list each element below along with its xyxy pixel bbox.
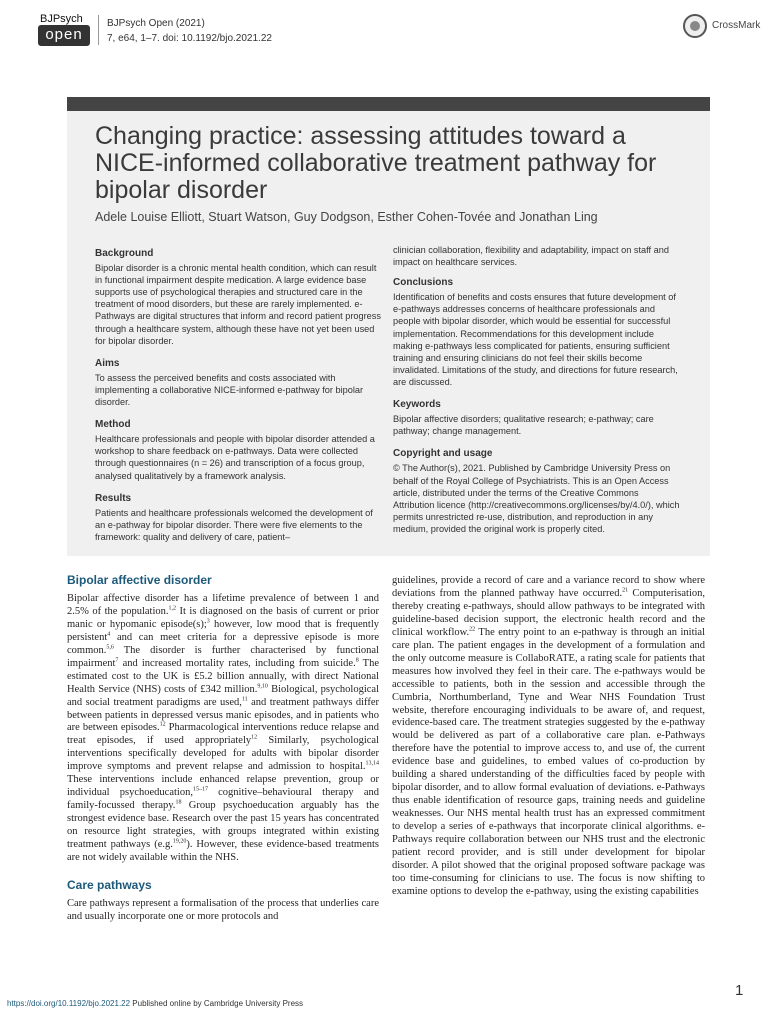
article-title: Changing practice: assessing attitudes toward a NICE-informed collaborative treatment pathway for bipolar disorder	[95, 122, 657, 204]
paragraph-e-pathways: guidelines, provide a record of care and a variance record to show where deviations from the planned pathway have occurred.$^{21}$ Computerisation, thereby creating e-pathways, should allow pathways to be integrated with guideline-based decision support, the electronic health record and the clinical workflow.$^{22}$ The entry point to an e-pathway is through an initial care plan. The patient engages in the development of a formulation and the only outcome measure is CollaboRATE, a rating scale for patients that measures how involved they feel in their care. The e-pathways would be accessible to patients, both in the session and accessible through the Cumbria, Northumberland, Tyne and Wear NHS Foundation Trust website, therefore encouraging individuals to be aware of, and request, evidence-based care. The treatment strategies suggested by the e-pathway would be delivered as part of a collaborative care plan. e-Pathways therefore have the potential to improve access to, and use of, the current evidence base and guidelines, to embed values of co-production by building a shared understanding of the difficulties faced by people with bipolar disorder, and to allow formal evaluation of deviations. e-Pathways thus enable identification of resource gaps, training needs and guideline weaknesses. Our NHS mental health trust has an expressed commitment to develop a series of e-pathways that incorporate clinical algorithms. e-Pathways require collaboration between our NHS trust and the electronic patient record provider, and is still under development for bipolar disorder. A pilot showed that the original proposed software package was too time-consuming for clinicians to use. The focus is now shifting to examine options to develop the e-pathway, using the existing capabilities	[392, 575, 705, 897]
journal-info	[107, 16, 272, 46]
citation: 12	[251, 734, 258, 741]
citation: 3	[206, 618, 210, 625]
paragraph-bipolar: Bipolar affective disorder has a lifetime prevalence of between 1 and 2.5% of the population.$^{1,2}$ It is diagnosed on the basis of current or prior manic or hypomanic episode(s);$^3$ however, low mood that is frequently persistent$^4$ and can meet criteria for a depressive episode is more common.$^{5,6}$ The disorder is further characterised by functional impairment$^7$ and increased mortality rates, including from suicide.$^8$ The estimated cost to the UK is £5.2 billion annually, with direct National Health Service (NHS) costs of £342 million.$^{9,10}$ Biological, psychological and social treatment paradigms are used,$^{11}$ and treatment pathways differ between patients in depressed versus manic episodes, and in patients who are between episodes.$^{12}$ Pharmacological interventions reduce relapse and treat episodes, if used appropriately$^{12}$ Similarly, psychological interventions specifically developed for adults with bipolar disorder improve symptoms and prevent relapse and admission to hospital.$^{13,14}$ These interventions include enhanced relapse prevention, group or individual psychoeducation,$^{15-17}$ cognitive–behavioural therapy and family-focussed therapy.$^{18}$ Group psychoeducation arguably has the strongest evidence base. Research over the past 15 years has concentrated on resource light strategies, with groups integrated within existing treatment pathways (e.g.$^{19,20}$). However, these evidence-based treatments are not widely available within the NHS.	[67, 592, 380, 864]
method-heading: Method	[95, 419, 131, 431]
citation: 7	[115, 657, 119, 664]
citation: 8	[355, 657, 359, 664]
doi-link[interactable]: https://doi.org/10.1192/bjo.2021.22	[7, 999, 131, 1008]
abstract-left-column	[95, 248, 383, 543]
citation: 13,14	[365, 760, 379, 767]
citation: 11	[241, 696, 248, 703]
citation: 12	[159, 721, 166, 728]
citation: 1,2	[168, 605, 176, 612]
body-right-column	[392, 575, 705, 899]
results-text: Patients and healthcare professionals welcomed the development of an e-pathway for bipolar disorder. There were five elements to the framework: quality and delivery of care, patient–	[95, 507, 373, 542]
citation: 21	[622, 587, 629, 594]
citation: 19,20	[172, 838, 187, 845]
keywords-text: Bipolar affective disorders; qualitative research; e-pathway; care pathway; change management.	[393, 414, 654, 437]
body-left-column	[67, 574, 379, 924]
citation: 5,6	[106, 644, 114, 651]
citation: 18	[175, 799, 182, 806]
crossmark-badge[interactable]	[683, 14, 770, 40]
journal-doi: 7, e64, 1–7. doi: 10.1192/bjo.2021.22	[107, 33, 272, 44]
background-text: Bipolar disorder is a chronic mental health condition, which can result in functional impairment despite medication. A large evidence base supports use of psychological therapies and structured care in the treatment of mood disorders, but these are rarely implemented. e-Pathways are digital structures that inform and record patient progress through a healthcare system, although these have not yet been used for bipolar disorder.	[95, 263, 381, 346]
header-divider	[98, 15, 99, 45]
citation: 9,10	[257, 683, 268, 690]
aims-text: To assess the perceived benefits and costs associated with implementing a collaborative NICE-informed e-pathway for bipolar disorder.	[95, 372, 364, 408]
journal-citation: BJPsych Open (2021)	[107, 18, 205, 29]
citation: 4	[107, 631, 111, 638]
abstract-right-column	[393, 244, 681, 535]
results-heading: Results	[95, 492, 132, 504]
logo-top-text: BJPsych	[40, 13, 83, 25]
citation: 22	[469, 626, 476, 633]
keywords-heading: Keywords	[393, 399, 441, 411]
crossmark-icon	[683, 14, 707, 38]
crossmark-label: CrossMark	[712, 20, 761, 31]
journal-logo	[38, 13, 90, 45]
published-note: Published online by Cambridge University Press	[130, 999, 304, 1008]
method-text: Healthcare professionals and people with bipolar disorder attended a workshop to share feedback on e-pathways. Data were collected through questionnaires (n = 26) and transcription of a focus group, analysed qualitatively by a framework analysis.	[95, 434, 375, 481]
background-heading: Background	[95, 248, 154, 259]
results-continued-text: clinician collaboration, flexibility and adaptability, impact on staff and impact on healthcare services.	[393, 245, 669, 268]
conclusions-text: Identification of benefits and costs ensures that future development of e-pathways addresses concerns of healthcare professionals and people with bipolar disorder, which would be essential for successful implementation. Recommendations for this development include making e-pathways less complicated for patients, ensuring sufficient training and ensuring clinicians do not feel their skills become invalidated. Limitations of the study, and directions for future research, are discussed.	[393, 292, 678, 387]
title-bar	[67, 97, 710, 111]
section-heading-bipolar: Bipolar affective disorder	[67, 573, 212, 587]
section-heading-care-pathways: Care pathways	[67, 877, 152, 892]
aims-heading: Aims	[95, 357, 120, 369]
page-number: 1	[735, 982, 744, 999]
citation: 15–17	[192, 786, 208, 793]
author-list: Adele Louise Elliott, Stuart Watson, Guy Dodgson, Esther Cohen-Tovée and Jonathan Ling	[95, 210, 598, 224]
copyright-heading: Copyright and usage	[393, 448, 493, 460]
copyright-text: © The Author(s), 2021. Published by Cambridge University Press on behalf of the Royal College of Psychiatrists. This is an Open Access article, distributed under the terms of the Creative Commons Attribution licence (http://creativecommons.org/licenses/by/4.0/), which permits unrestricted re-use, distribution, and reproduction in any medium, provided the original work is properly cited.	[393, 463, 680, 534]
paragraph-care-pathways: Care pathways represent a formalisation of the process that underlies care and usually incorporate one or more protocols and	[67, 897, 379, 922]
conclusions-heading: Conclusions	[393, 277, 454, 289]
footer-doi	[7, 999, 303, 1008]
logo-bottom-text: open	[38, 25, 90, 46]
